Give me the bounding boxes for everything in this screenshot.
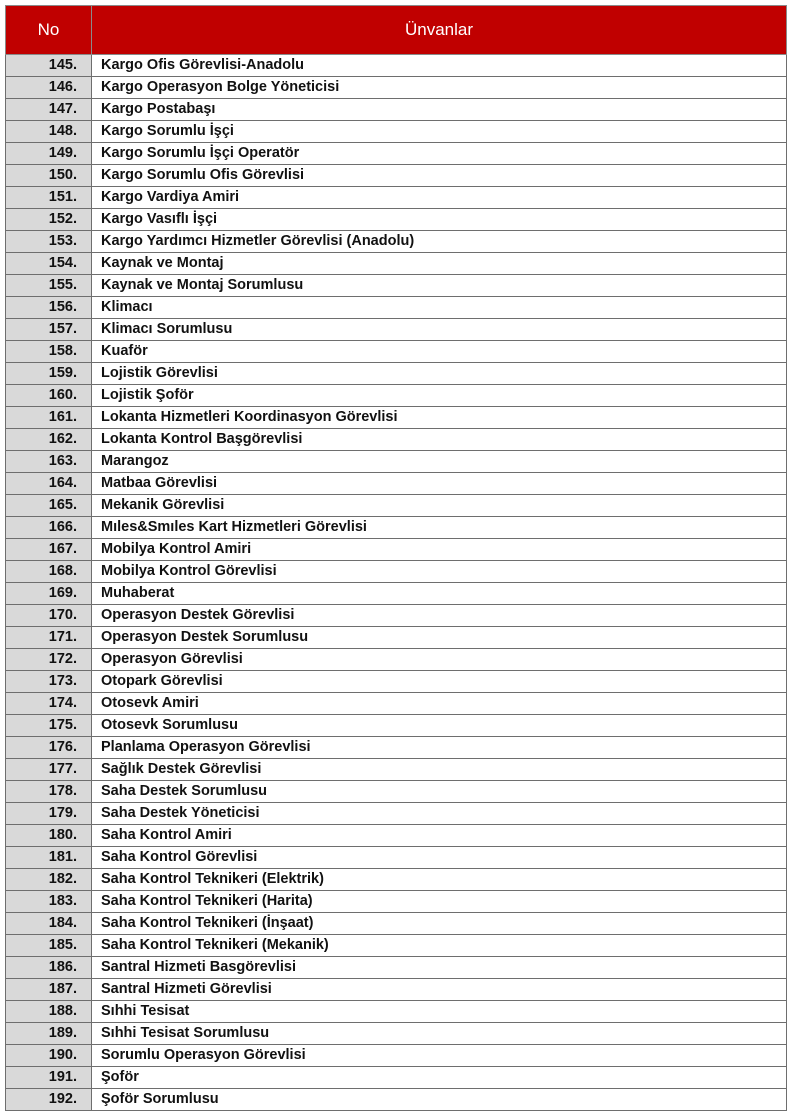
row-number: 174. <box>6 693 92 715</box>
table-row <box>6 297 787 319</box>
job-title: Kaynak ve Montaj <box>92 253 787 275</box>
job-title: Muhaberat <box>92 583 787 605</box>
table-row <box>6 1045 787 1067</box>
job-title: Klimacı <box>92 297 787 319</box>
row-number: 162. <box>6 429 92 451</box>
table-row <box>6 605 787 627</box>
table-row <box>6 319 787 341</box>
job-title: Santral Hizmeti Basgörevlisi <box>92 957 787 979</box>
table-row <box>6 715 787 737</box>
table-row <box>6 957 787 979</box>
table-row <box>6 253 787 275</box>
job-title: Kargo Yardımcı Hizmetler Görevlisi (Anadolu) <box>92 231 787 253</box>
job-title: Kargo Sorumlu İşçi <box>92 121 787 143</box>
row-number: 188. <box>6 1001 92 1023</box>
row-number: 187. <box>6 979 92 1001</box>
row-number: 155. <box>6 275 92 297</box>
table-row <box>6 495 787 517</box>
job-title: Planlama Operasyon Görevlisi <box>92 737 787 759</box>
table-row <box>6 1067 787 1089</box>
row-number: 152. <box>6 209 92 231</box>
row-number: 166. <box>6 517 92 539</box>
job-title: Mobilya Kontrol Görevlisi <box>92 561 787 583</box>
job-title: Mobilya Kontrol Amiri <box>92 539 787 561</box>
row-number: 175. <box>6 715 92 737</box>
table-row <box>6 517 787 539</box>
row-number: 169. <box>6 583 92 605</box>
row-number: 167. <box>6 539 92 561</box>
table-row <box>6 693 787 715</box>
row-number: 186. <box>6 957 92 979</box>
table-row <box>6 803 787 825</box>
table-body <box>6 55 787 1111</box>
table-row <box>6 825 787 847</box>
table-row <box>6 363 787 385</box>
table-row <box>6 561 787 583</box>
table-row <box>6 55 787 77</box>
row-number: 157. <box>6 319 92 341</box>
job-title: Saha Kontrol Teknikeri (Harita) <box>92 891 787 913</box>
job-title: Lokanta Hizmetleri Koordinasyon Görevlisi <box>92 407 787 429</box>
row-number: 171. <box>6 627 92 649</box>
row-number: 154. <box>6 253 92 275</box>
row-number: 153. <box>6 231 92 253</box>
table-row <box>6 781 787 803</box>
job-title: Santral Hizmeti Görevlisi <box>92 979 787 1001</box>
table-row <box>6 869 787 891</box>
row-number: 168. <box>6 561 92 583</box>
row-number: 189. <box>6 1023 92 1045</box>
row-number: 170. <box>6 605 92 627</box>
row-number: 165. <box>6 495 92 517</box>
row-number: 182. <box>6 869 92 891</box>
row-number: 147. <box>6 99 92 121</box>
table-row <box>6 1023 787 1045</box>
job-title: Operasyon Destek Sorumlusu <box>92 627 787 649</box>
table-row <box>6 891 787 913</box>
row-number: 156. <box>6 297 92 319</box>
job-title: Otosevk Amiri <box>92 693 787 715</box>
job-title: Sıhhi Tesisat Sorumlusu <box>92 1023 787 1045</box>
job-title: Saha Destek Yöneticisi <box>92 803 787 825</box>
row-number: 190. <box>6 1045 92 1067</box>
job-title: Kargo Vasıflı İşçi <box>92 209 787 231</box>
table-row <box>6 649 787 671</box>
row-number: 164. <box>6 473 92 495</box>
table-row <box>6 737 787 759</box>
job-title: Saha Kontrol Görevlisi <box>92 847 787 869</box>
table-row <box>6 759 787 781</box>
job-title: Sorumlu Operasyon Görevlisi <box>92 1045 787 1067</box>
table-row <box>6 473 787 495</box>
row-number: 161. <box>6 407 92 429</box>
row-number: 184. <box>6 913 92 935</box>
row-number: 173. <box>6 671 92 693</box>
job-title: Otopark Görevlisi <box>92 671 787 693</box>
job-titles-table <box>5 5 787 1111</box>
table-row <box>6 847 787 869</box>
column-header-no: No <box>6 6 92 55</box>
job-title: Matbaa Görevlisi <box>92 473 787 495</box>
table-row <box>6 99 787 121</box>
table-row <box>6 583 787 605</box>
table-row <box>6 539 787 561</box>
job-title: Şoför Sorumlusu <box>92 1089 787 1111</box>
job-title: Operasyon Görevlisi <box>92 649 787 671</box>
table-row <box>6 341 787 363</box>
table-row <box>6 407 787 429</box>
table-row <box>6 231 787 253</box>
job-title: Kargo Postabaşı <box>92 99 787 121</box>
job-title: Mıles&Smıles Kart Hizmetleri Görevlisi <box>92 517 787 539</box>
job-title: Sıhhi Tesisat <box>92 1001 787 1023</box>
table-row <box>6 187 787 209</box>
job-title: Saha Kontrol Amiri <box>92 825 787 847</box>
row-number: 149. <box>6 143 92 165</box>
table-row <box>6 385 787 407</box>
table-row <box>6 979 787 1001</box>
table-row <box>6 143 787 165</box>
job-title: Otosevk Sorumlusu <box>92 715 787 737</box>
row-number: 178. <box>6 781 92 803</box>
table-row <box>6 1001 787 1023</box>
row-number: 181. <box>6 847 92 869</box>
table-row <box>6 77 787 99</box>
row-number: 180. <box>6 825 92 847</box>
job-title: Kuaför <box>92 341 787 363</box>
table-row <box>6 671 787 693</box>
job-title: Kargo Sorumlu İşçi Operatör <box>92 143 787 165</box>
job-title: Sağlık Destek Görevlisi <box>92 759 787 781</box>
table-row <box>6 165 787 187</box>
job-title: Lojistik Şoför <box>92 385 787 407</box>
job-title: Kargo Sorumlu Ofis Görevlisi <box>92 165 787 187</box>
row-number: 158. <box>6 341 92 363</box>
job-title: Operasyon Destek Görevlisi <box>92 605 787 627</box>
table-row <box>6 429 787 451</box>
row-number: 176. <box>6 737 92 759</box>
table-row <box>6 121 787 143</box>
row-number: 179. <box>6 803 92 825</box>
row-number: 145. <box>6 55 92 77</box>
job-title: Mekanik Görevlisi <box>92 495 787 517</box>
row-number: 159. <box>6 363 92 385</box>
job-title: Saha Kontrol Teknikeri (İnşaat) <box>92 913 787 935</box>
job-title: Kaynak ve Montaj Sorumlusu <box>92 275 787 297</box>
table-row <box>6 913 787 935</box>
table-header-row <box>6 6 787 55</box>
table-row <box>6 1089 787 1111</box>
job-title: Kargo Operasyon Bolge Yöneticisi <box>92 77 787 99</box>
table-row <box>6 451 787 473</box>
table-row <box>6 627 787 649</box>
job-title: Şoför <box>92 1067 787 1089</box>
row-number: 192. <box>6 1089 92 1111</box>
job-title: Lokanta Kontrol Başgörevlisi <box>92 429 787 451</box>
job-title: Lojistik Görevlisi <box>92 363 787 385</box>
row-number: 172. <box>6 649 92 671</box>
job-title: Saha Kontrol Teknikeri (Mekanik) <box>92 935 787 957</box>
row-number: 146. <box>6 77 92 99</box>
table-row <box>6 275 787 297</box>
row-number: 148. <box>6 121 92 143</box>
column-header-titles: Ünvanlar <box>92 6 787 55</box>
table-row <box>6 935 787 957</box>
job-title: Marangoz <box>92 451 787 473</box>
job-title: Kargo Ofis Görevlisi-Anadolu <box>92 55 787 77</box>
table-row <box>6 209 787 231</box>
row-number: 163. <box>6 451 92 473</box>
row-number: 150. <box>6 165 92 187</box>
job-title: Kargo Vardiya Amiri <box>92 187 787 209</box>
row-number: 183. <box>6 891 92 913</box>
row-number: 151. <box>6 187 92 209</box>
row-number: 185. <box>6 935 92 957</box>
row-number: 177. <box>6 759 92 781</box>
job-title: Klimacı Sorumlusu <box>92 319 787 341</box>
job-title: Saha Kontrol Teknikeri (Elektrik) <box>92 869 787 891</box>
row-number: 160. <box>6 385 92 407</box>
row-number: 191. <box>6 1067 92 1089</box>
job-title: Saha Destek Sorumlusu <box>92 781 787 803</box>
